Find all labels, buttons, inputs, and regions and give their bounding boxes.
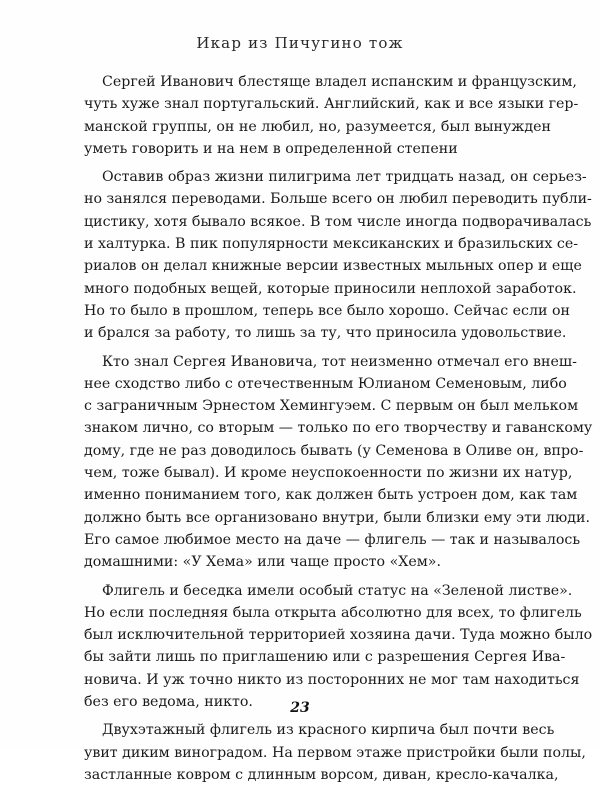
body-text [84,71,593,792]
text-line: но занялся переводами. Больше всего он любил переводить публи- [84,191,592,208]
text-line: без его ведома, никто. [84,694,253,711]
text-line: именно пониманием того, как должен быть устроен дом, как там [84,487,578,504]
text-line: много подобных вещей, которые приносили неплохой заработок. [84,280,577,297]
text-line: застланные ковром с длинным ворсом, диван, кресло-качалка, [84,766,559,783]
text-line: дому, где не раз доводилось бывать (у Семенова в Оливе он, впро- [84,442,584,459]
text-line: риалов он делал книжные версии известных мыльных опер и еще [84,258,582,275]
text-line: должно быть все организовано внутри, были близки ему эти люди. [84,509,590,526]
text-line: Его самое любимое место на даче — флигель — так и называлось [84,531,581,548]
text-line: с заграничным Эрнестом Хемингуэем. С первым он был мельком [84,398,579,415]
text-line: чем, тоже бывал). И кроме неуспокоенности по жизни их натур, [84,465,573,482]
text-line: и брался за работу, то лишь за ту, что приносила удовольствие. [84,325,567,342]
paragraph [84,719,586,786]
text-line: Но то было в прошлом, теперь все было хорошо. Сейчас если он [84,302,570,319]
text-line: Кто знал Сергея Ивановича, тот неизменно отмечал его внеш- [102,353,577,370]
text-line: Сергей Иванович блестяще владел испанским и французским, [102,74,577,90]
paragraph [84,71,579,160]
text-line: Флигель и беседка имели особый статус на «Зеленой листве». [102,582,573,599]
paragraph [84,166,592,344]
running-head: Икар из Пичугино тож [196,34,404,52]
text-line: был исключительной территорией хозяина дачи. Туда можно было [84,627,593,644]
text-line: манской группы, он не любил, но, разумеется, был вынужден [84,118,551,135]
text-line: домашними: «У Хема» или чаще просто «Хем». [84,554,441,571]
text-line: Но если последняя была открыта абсолютно для всех, то флигель [84,604,582,621]
paragraph [84,580,593,714]
text-line: нее сходство либо с отечественным Юлианом Семеновым, либо [84,375,567,392]
text-line: цистику, хотя бывало всякое. В том числе иногда подворачивалась [84,213,592,230]
text-line: Оставив образ жизни пилигрима лет тридцать назад, он серьез- [102,169,587,186]
text-line: новича. И уж точно никто из посторонних не мог там находиться [84,671,580,688]
paragraph [84,351,593,574]
text-line: уметь говорить и на нем в определенной степени [84,140,458,157]
text-line: чуть хуже знал португальский. Английский, как и все языки гер- [84,96,579,113]
text-line: знаком лично, со вторым — только по его творчеству и гаванскому [84,420,593,437]
text-line: и халтурка. В пик популярности мексиканских и бразильских се- [84,236,579,253]
text-line: увит диким виноградом. На первом этаже пристройки были полы, [84,744,586,761]
text-line: бы зайти лишь по приглашению или с разрешения Сергея Ива- [84,649,566,666]
text-line: Двухэтажный флигель из красного кирпича был почти весь [102,722,555,739]
page-number: 23 [290,700,310,716]
